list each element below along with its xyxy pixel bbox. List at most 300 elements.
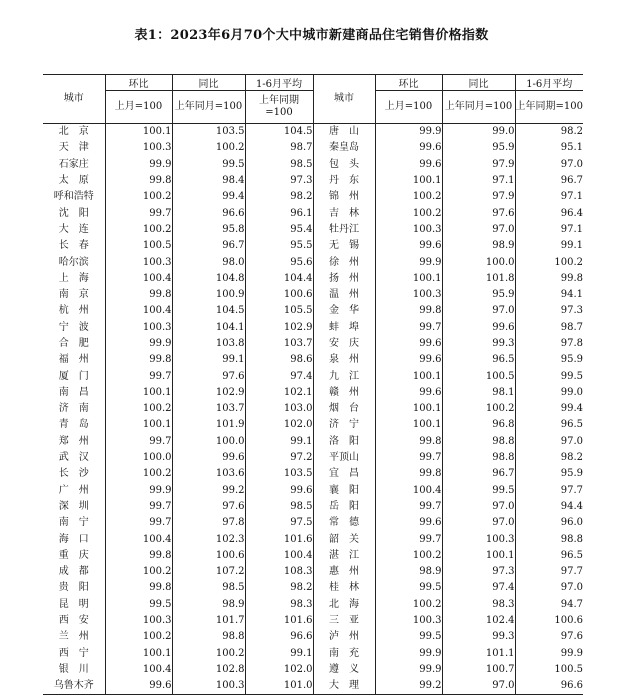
yoy-value-right: 98.8	[442, 434, 515, 450]
price-index-table	[43, 74, 583, 695]
mom-value-right: 100.2	[375, 597, 442, 613]
yoy-value-right: 97.0	[442, 678, 515, 695]
yoy-value-right: 100.7	[442, 662, 515, 678]
yoy-value-right: 97.1	[442, 173, 515, 189]
city-cell-left: 宁 波	[58, 321, 89, 333]
ytd-value-left: 100.6	[245, 287, 313, 303]
mom-value-right: 99.8	[375, 466, 442, 482]
city-header-left: 城市	[43, 75, 105, 124]
mom-value-left: 100.2	[105, 466, 172, 482]
city-cell-right: 桂 林	[313, 580, 375, 596]
city-cell-right: 无 锡	[313, 238, 375, 254]
city-cell-left: 青 岛	[58, 419, 89, 431]
city-cell-right: 常 德	[313, 515, 375, 531]
city-cell-left: 乌鲁木齐	[43, 678, 105, 695]
yoy-value-right: 99.6	[442, 320, 515, 336]
yoy-value-right: 101.1	[442, 646, 515, 662]
city-cell-right: 平顶山	[313, 450, 375, 466]
ytd-value-right: 98.2	[515, 124, 583, 141]
city-cell-right: 泸 州	[313, 629, 375, 645]
yoy-base-right: 上年同月=100	[442, 91, 515, 124]
ytd-value-right: 97.0	[515, 157, 583, 173]
yoy-value-left: 107.2	[172, 564, 245, 580]
yoy-value-left: 102.9	[172, 385, 245, 401]
city-cell-right: 温 州	[313, 287, 375, 303]
mom-value-right: 100.1	[375, 173, 442, 189]
yoy-value-right: 98.1	[442, 385, 515, 401]
yoy-value-right: 100.0	[442, 254, 515, 270]
table-row	[43, 238, 583, 254]
mom-value-left: 100.2	[105, 222, 172, 238]
table-row	[43, 434, 583, 450]
mom-header-left: 环比	[105, 75, 172, 91]
yoy-value-left: 99.2	[172, 483, 245, 499]
ytd-value-right: 98.7	[515, 320, 583, 336]
city-cell-right: 宜 昌	[313, 466, 375, 482]
mom-value-left: 99.9	[105, 157, 172, 173]
mom-value-left: 100.4	[105, 531, 172, 547]
table-row	[43, 483, 583, 499]
ytd-value-right: 94.7	[515, 597, 583, 613]
ytd-value-left: 101.6	[245, 531, 313, 547]
yoy-value-left: 100.9	[172, 287, 245, 303]
city-cell-right: 金 华	[313, 303, 375, 319]
mom-value-right: 99.2	[375, 678, 442, 695]
city-cell-right: 北 海	[313, 597, 375, 613]
yoy-header-right: 同比	[442, 75, 515, 91]
ytd-value-right: 99.9	[515, 646, 583, 662]
mom-value-left: 100.2	[105, 629, 172, 645]
mom-value-right: 99.6	[375, 385, 442, 401]
city-cell-right: 唐 山	[313, 124, 375, 141]
mom-value-left: 99.7	[105, 515, 172, 531]
mom-value-right: 99.7	[375, 499, 442, 515]
city-cell-left: 兰 州	[58, 631, 89, 643]
city-cell-left: 长 春	[58, 240, 89, 252]
mom-value-right: 99.8	[375, 303, 442, 319]
yoy-value-left: 98.5	[172, 580, 245, 596]
ytd-value-right: 96.6	[515, 678, 583, 695]
city-cell-right: 济 宁	[313, 417, 375, 433]
ytd-value-left: 98.5	[245, 157, 313, 173]
yoy-value-right: 96.8	[442, 417, 515, 433]
table-body	[43, 124, 583, 695]
ytd-value-right: 94.4	[515, 499, 583, 515]
mom-value-right: 100.1	[375, 401, 442, 417]
table-row	[43, 450, 583, 466]
city-cell-left: 银 川	[58, 663, 89, 675]
ytd-header-left: 1-6月平均	[245, 75, 313, 91]
table-row	[43, 320, 583, 336]
yoy-value-left: 103.5	[172, 124, 245, 141]
yoy-value-left: 103.8	[172, 336, 245, 352]
table-row	[43, 287, 583, 303]
ytd-value-right: 97.1	[515, 222, 583, 238]
yoy-value-left: 99.5	[172, 157, 245, 173]
mom-value-left: 99.8	[105, 352, 172, 368]
ytd-value-right: 99.5	[515, 368, 583, 384]
mom-value-left: 99.9	[105, 336, 172, 352]
city-cell-right: 韶 关	[313, 531, 375, 547]
ytd-value-left: 102.1	[245, 385, 313, 401]
city-cell-right: 三 亚	[313, 613, 375, 629]
mom-value-left: 100.5	[105, 238, 172, 254]
mom-value-left: 99.8	[105, 548, 172, 564]
yoy-value-right: 101.8	[442, 271, 515, 287]
ytd-value-right: 94.1	[515, 287, 583, 303]
yoy-value-right: 95.9	[442, 287, 515, 303]
mom-value-right: 100.3	[375, 613, 442, 629]
table-row	[43, 352, 583, 368]
city-cell-right: 赣 州	[313, 385, 375, 401]
ytd-value-left: 108.3	[245, 564, 313, 580]
ytd-value-right: 95.9	[515, 352, 583, 368]
mom-value-right: 99.5	[375, 629, 442, 645]
table-row	[43, 678, 583, 695]
ytd-value-left: 98.7	[245, 140, 313, 156]
ytd-value-left: 98.3	[245, 597, 313, 613]
city-cell-left: 武 汉	[58, 452, 89, 464]
city-cell-left: 北 京	[58, 126, 89, 138]
yoy-value-right: 99.3	[442, 336, 515, 352]
city-cell-right: 吉 林	[313, 205, 375, 221]
city-cell-left: 济 南	[58, 403, 89, 415]
city-cell-left: 广 州	[58, 484, 89, 496]
mom-value-left: 100.2	[105, 189, 172, 205]
table-row	[43, 303, 583, 319]
mom-value-right: 99.9	[375, 124, 442, 141]
mom-value-right: 99.6	[375, 515, 442, 531]
city-cell-right: 湛 江	[313, 548, 375, 564]
city-cell-left: 大 连	[58, 223, 89, 235]
table-row	[43, 189, 583, 205]
mom-value-right: 100.2	[375, 205, 442, 221]
city-cell-left: 西 宁	[58, 647, 89, 659]
yoy-value-left: 99.4	[172, 189, 245, 205]
yoy-value-right: 100.1	[442, 548, 515, 564]
yoy-value-left: 98.0	[172, 254, 245, 270]
yoy-value-right: 100.3	[442, 531, 515, 547]
table-row	[43, 466, 583, 482]
yoy-value-right: 99.3	[442, 629, 515, 645]
city-cell-left: 杭 州	[58, 305, 89, 317]
ytd-value-left: 97.2	[245, 450, 313, 466]
mom-value-left: 99.7	[105, 499, 172, 515]
yoy-value-right: 97.6	[442, 205, 515, 221]
mom-value-left: 99.8	[105, 287, 172, 303]
ytd-value-right: 96.5	[515, 548, 583, 564]
ytd-value-left: 100.4	[245, 548, 313, 564]
yoy-value-left: 97.6	[172, 499, 245, 515]
city-cell-left: 昆 明	[58, 598, 89, 610]
ytd-value-left: 102.0	[245, 417, 313, 433]
mom-value-right: 99.7	[375, 450, 442, 466]
yoy-value-right: 100.2	[442, 401, 515, 417]
city-cell-right: 安 庆	[313, 336, 375, 352]
mom-value-right: 99.6	[375, 352, 442, 368]
yoy-value-left: 101.9	[172, 417, 245, 433]
ytd-header-right: 1-6月平均	[515, 75, 583, 91]
mom-value-left: 100.1	[105, 646, 172, 662]
mom-base-right: 上月=100	[375, 91, 442, 124]
yoy-value-left: 98.8	[172, 629, 245, 645]
city-cell-right: 大 理	[313, 678, 375, 695]
city-cell-left: 呼和浩特	[53, 191, 94, 203]
city-cell-right: 岳 阳	[313, 499, 375, 515]
ytd-base-left: 上年同期=100	[245, 91, 313, 124]
yoy-value-left: 95.8	[172, 222, 245, 238]
yoy-value-right: 95.9	[442, 140, 515, 156]
ytd-value-right: 99.1	[515, 238, 583, 254]
ytd-base-right: 上年同期=100	[515, 91, 583, 124]
yoy-value-left: 99.6	[172, 450, 245, 466]
mom-value-right: 99.7	[375, 531, 442, 547]
mom-value-left: 99.8	[105, 173, 172, 189]
yoy-value-left: 104.1	[172, 320, 245, 336]
yoy-value-right: 97.3	[442, 564, 515, 580]
city-header-right: 城市	[313, 75, 375, 124]
ytd-value-left: 95.4	[245, 222, 313, 238]
yoy-value-right: 97.0	[442, 515, 515, 531]
ytd-value-left: 104.5	[245, 124, 313, 141]
city-cell-left: 南 宁	[58, 517, 89, 529]
table-row	[43, 646, 583, 662]
yoy-value-left: 100.2	[172, 646, 245, 662]
yoy-value-right: 98.8	[442, 450, 515, 466]
city-cell-left: 南 京	[58, 289, 89, 301]
table-row	[43, 613, 583, 629]
ytd-value-left: 98.2	[245, 580, 313, 596]
ytd-value-right: 100.5	[515, 662, 583, 678]
yoy-value-left: 104.5	[172, 303, 245, 319]
city-cell-left: 南 昌	[58, 386, 89, 398]
ytd-value-right: 100.2	[515, 254, 583, 270]
ytd-value-right: 97.7	[515, 564, 583, 580]
mom-value-left: 100.3	[105, 140, 172, 156]
ytd-value-left: 96.1	[245, 205, 313, 221]
ytd-value-right: 99.4	[515, 401, 583, 417]
ytd-value-left: 101.6	[245, 613, 313, 629]
mom-value-right: 99.6	[375, 336, 442, 352]
ytd-value-right: 97.7	[515, 483, 583, 499]
mom-value-right: 99.6	[375, 157, 442, 173]
mom-value-right: 100.2	[375, 189, 442, 205]
yoy-value-right: 97.0	[442, 303, 515, 319]
city-cell-left: 深 圳	[58, 500, 89, 512]
mom-value-right: 99.7	[375, 320, 442, 336]
ytd-value-left: 101.0	[245, 678, 313, 695]
city-cell-right: 徐 州	[313, 254, 375, 270]
ytd-value-left: 103.7	[245, 336, 313, 352]
mom-header-right: 环比	[375, 75, 442, 91]
yoy-value-right: 96.5	[442, 352, 515, 368]
city-cell-right: 烟 台	[313, 401, 375, 417]
ytd-value-right: 99.0	[515, 385, 583, 401]
mom-value-left: 99.7	[105, 368, 172, 384]
table-row	[43, 515, 583, 531]
yoy-value-left: 102.3	[172, 531, 245, 547]
table-title: 表1：2023年6月70个大中城市新建商品住宅销售价格指数	[134, 28, 489, 43]
yoy-value-right: 99.0	[442, 124, 515, 141]
city-cell-right: 九 江	[313, 368, 375, 384]
ytd-value-left: 97.5	[245, 515, 313, 531]
ytd-value-right: 97.8	[515, 336, 583, 352]
yoy-header-left: 同比	[172, 75, 245, 91]
yoy-value-right: 98.9	[442, 238, 515, 254]
mom-value-right: 100.3	[375, 222, 442, 238]
table-row	[43, 531, 583, 547]
city-cell-left: 成 都	[58, 566, 89, 578]
mom-value-right: 99.9	[375, 662, 442, 678]
ytd-value-left: 103.5	[245, 466, 313, 482]
ytd-value-left: 102.0	[245, 662, 313, 678]
mom-value-left: 100.1	[105, 124, 172, 141]
yoy-value-left: 103.6	[172, 466, 245, 482]
mom-value-left: 100.2	[105, 564, 172, 580]
mom-value-left: 100.1	[105, 417, 172, 433]
city-cell-right: 襄 阳	[313, 483, 375, 499]
yoy-value-right: 97.4	[442, 580, 515, 596]
yoy-value-right: 97.0	[442, 499, 515, 515]
city-cell-right: 丹 东	[313, 173, 375, 189]
ytd-value-right: 96.4	[515, 205, 583, 221]
city-cell-right: 蚌 埠	[313, 320, 375, 336]
mom-value-right: 99.8	[375, 434, 442, 450]
table-row	[43, 254, 583, 270]
city-cell-right: 锦 州	[313, 189, 375, 205]
mom-value-left: 99.8	[105, 580, 172, 596]
ytd-value-right: 96.7	[515, 173, 583, 189]
table-row	[43, 548, 583, 564]
table-row	[43, 173, 583, 189]
yoy-value-right: 97.9	[442, 157, 515, 173]
city-cell-right: 泉 州	[313, 352, 375, 368]
mom-value-left: 100.2	[105, 401, 172, 417]
mom-value-left: 100.4	[105, 662, 172, 678]
city-cell-right: 惠 州	[313, 564, 375, 580]
city-cell-right: 秦皇岛	[313, 140, 375, 156]
yoy-value-right: 96.7	[442, 466, 515, 482]
ytd-value-right: 100.6	[515, 613, 583, 629]
ytd-value-right: 96.0	[515, 515, 583, 531]
table-row	[43, 629, 583, 645]
city-cell-right: 遵 义	[313, 662, 375, 678]
yoy-value-right: 99.5	[442, 483, 515, 499]
mom-base-left: 上月=100	[105, 91, 172, 124]
city-cell-right: 牡丹江	[313, 222, 375, 238]
ytd-value-right: 96.5	[515, 417, 583, 433]
ytd-value-right: 97.1	[515, 189, 583, 205]
city-cell-right: 扬 州	[313, 271, 375, 287]
city-cell-right: 洛 阳	[313, 434, 375, 450]
table-row	[43, 140, 583, 156]
city-cell-right: 包 头	[313, 157, 375, 173]
mom-value-left: 100.3	[105, 254, 172, 270]
table-row	[43, 417, 583, 433]
mom-value-left: 100.4	[105, 303, 172, 319]
ytd-value-right: 97.0	[515, 434, 583, 450]
ytd-value-right: 97.3	[515, 303, 583, 319]
city-cell-left: 合 肥	[58, 338, 89, 349]
table-row	[43, 499, 583, 515]
mom-value-right: 100.1	[375, 417, 442, 433]
mom-value-left: 99.7	[105, 434, 172, 450]
yoy-value-left: 97.6	[172, 368, 245, 384]
mom-value-left: 99.9	[105, 483, 172, 499]
mom-value-left: 99.6	[105, 678, 172, 695]
mom-value-right: 98.9	[375, 564, 442, 580]
city-cell-left: 天 津	[58, 142, 89, 154]
city-cell-left: 哈尔滨	[58, 256, 89, 268]
city-cell-left: 福 州	[58, 354, 89, 366]
table-row	[43, 385, 583, 401]
mom-value-left: 99.7	[105, 205, 172, 221]
table-row	[43, 580, 583, 596]
table-row	[43, 368, 583, 384]
mom-value-right: 99.5	[375, 580, 442, 596]
ytd-value-left: 104.4	[245, 271, 313, 287]
table-row	[43, 336, 583, 352]
mom-value-right: 99.9	[375, 254, 442, 270]
table-row	[43, 564, 583, 580]
mom-value-left: 100.3	[105, 320, 172, 336]
ytd-value-left: 95.6	[245, 254, 313, 270]
city-cell-left: 贵 阳	[58, 582, 89, 594]
mom-value-right: 99.9	[375, 646, 442, 662]
yoy-value-right: 100.5	[442, 368, 515, 384]
yoy-value-right: 98.3	[442, 597, 515, 613]
table-row	[43, 205, 583, 221]
ytd-value-left: 98.6	[245, 352, 313, 368]
yoy-value-left: 100.6	[172, 548, 245, 564]
mom-value-right: 100.1	[375, 368, 442, 384]
yoy-value-left: 99.1	[172, 352, 245, 368]
ytd-value-right: 97.6	[515, 629, 583, 645]
mom-value-left: 100.4	[105, 271, 172, 287]
yoy-value-right: 97.9	[442, 189, 515, 205]
table-row	[43, 124, 583, 141]
city-cell-left: 厦 门	[58, 370, 89, 382]
ytd-value-right: 95.9	[515, 466, 583, 482]
ytd-value-left: 98.5	[245, 499, 313, 515]
city-cell-left: 重 庆	[58, 549, 89, 561]
ytd-value-right: 95.1	[515, 140, 583, 156]
city-cell-left: 西 安	[58, 615, 89, 627]
ytd-value-left: 96.6	[245, 629, 313, 645]
ytd-value-left: 97.3	[245, 173, 313, 189]
city-cell-left: 石家庄	[58, 158, 89, 170]
ytd-value-left: 95.5	[245, 238, 313, 254]
yoy-value-left: 100.3	[172, 678, 245, 695]
ytd-value-left: 105.5	[245, 303, 313, 319]
ytd-value-left: 103.0	[245, 401, 313, 417]
table-header	[43, 75, 583, 124]
mom-value-right: 100.1	[375, 271, 442, 287]
table-row	[43, 662, 583, 678]
yoy-value-right: 102.4	[442, 613, 515, 629]
city-cell-left: 沈 阳	[58, 207, 89, 219]
city-cell-right: 南 充	[313, 646, 375, 662]
yoy-base-left: 上年同月=100	[172, 91, 245, 124]
ytd-value-left: 102.9	[245, 320, 313, 336]
ytd-value-left: 99.1	[245, 646, 313, 662]
ytd-value-left: 97.4	[245, 368, 313, 384]
ytd-value-left: 99.6	[245, 483, 313, 499]
yoy-value-left: 98.4	[172, 173, 245, 189]
yoy-value-left: 104.8	[172, 271, 245, 287]
yoy-value-left: 100.0	[172, 434, 245, 450]
city-cell-left: 长 沙	[58, 468, 89, 480]
